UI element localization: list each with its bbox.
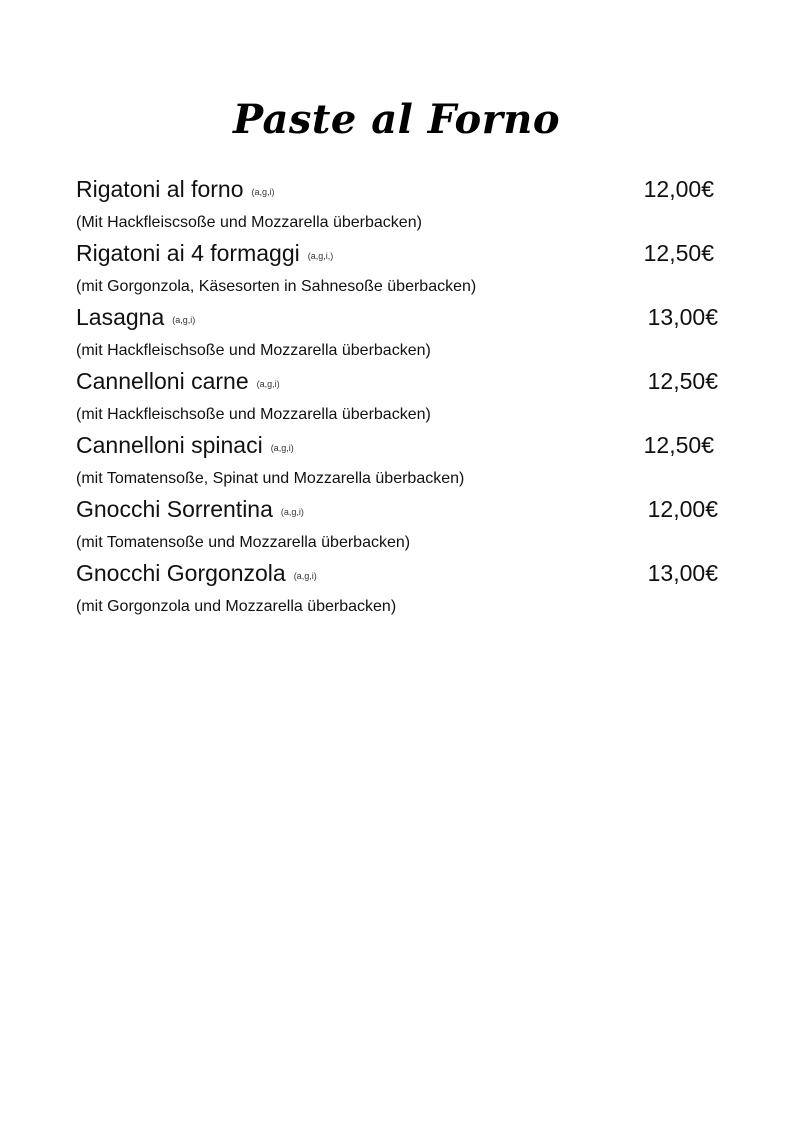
menu-item-price: 13,00€ [647,560,718,586]
menu-item-price: 12,50€ [647,368,718,394]
menu-item-price: 12,00€ [647,496,718,522]
menu-item [76,496,726,560]
menu-item-header [76,368,280,402]
menu-item-price: 13,00€ [647,304,718,330]
menu-item-allergens: (a,g,i) [293,571,317,581]
menu-item [76,368,726,432]
menu-item-description: (mit Hackfleischsoße und Mozzarella überbacken) [76,406,431,423]
menu-item [76,240,726,304]
menu-item-header [76,304,195,338]
menu-item-price: 12,00€ [643,176,714,202]
menu-item-name: Gnocchi Sorrentina [76,496,273,522]
menu-item-price: 12,50€ [643,240,714,266]
menu-item-description: (mit Gorgonzola, Käsesorten in Sahnesoße überbacken) [76,278,477,295]
menu-item-name: Rigatoni ai 4 formaggi [76,240,300,266]
menu-item-header [76,496,304,530]
menu-list [76,176,726,624]
menu-item-name: Cannelloni carne [76,368,249,394]
menu-item [76,304,726,368]
menu-item-name: Gnocchi Gorgonzola [76,560,286,586]
menu-item-allergens: (a,g,i,) [307,251,334,261]
menu-item [76,432,726,496]
menu-item-name: Rigatoni al forno [76,176,244,202]
menu-item-description: (mit Hackfleischsoße und Mozzarella überbacken) [76,342,431,359]
menu-item-header [76,176,275,210]
menu-item-description: (mit Gorgonzola und Mozzarella überbacken) [76,598,397,615]
menu-item-header [76,560,317,594]
menu-item-allergens: (a,g,i) [172,315,196,325]
menu-item-name: Lasagna [76,304,165,330]
menu-item-description: (Mit Hackfleiscsoße und Mozzarella überbacken) [76,214,422,231]
menu-item-description: (mit Tomatensoße, Spinat und Mozzarella überbacken) [76,470,465,487]
menu-item-header [76,240,333,274]
menu-item [76,560,726,624]
menu-item-description: (mit Tomatensoße und Mozzarella überbacken) [76,534,411,551]
menu-item-name: Cannelloni spinaci [76,432,263,458]
page-title: Paste al Forno [232,96,561,143]
menu-item-allergens: (a,g,i) [280,507,304,517]
menu-item-allergens: (a,g,i) [270,443,294,453]
menu-item-price: 12,50€ [643,432,714,458]
menu-item-allergens: (a,g,i) [251,187,275,197]
menu-item-header [76,432,294,466]
menu-item [76,176,726,240]
menu-item-allergens: (a,g,i) [256,379,280,389]
